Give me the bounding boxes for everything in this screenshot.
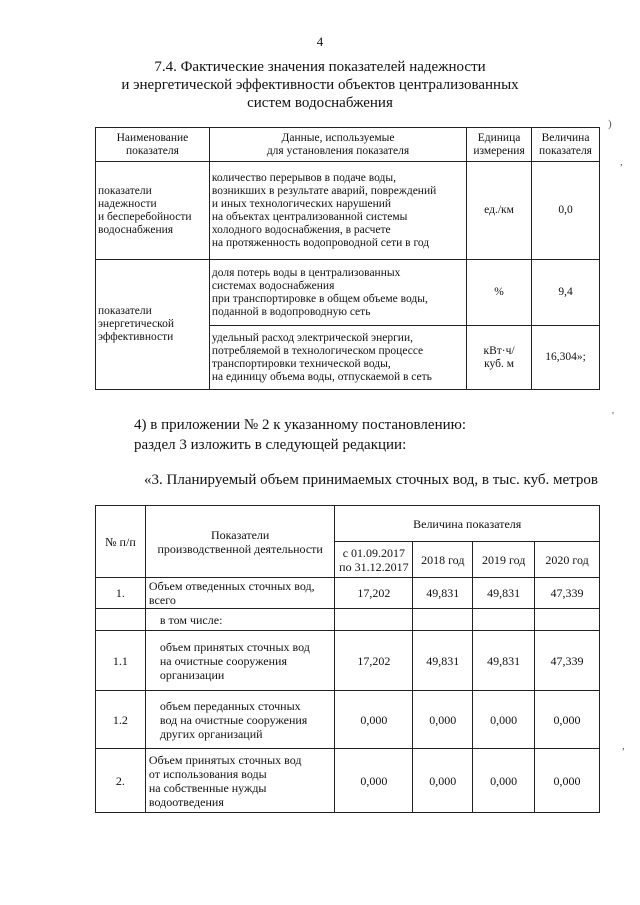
row-value: 49,831 xyxy=(413,578,473,609)
reliability-data: количество перерывов в подаче воды, возникших в результате аварий, повреждений и иных технологических нарушений на объектах централизованной системы холодного водоснабжения, в расчете на протяженность водопроводной сети в год xyxy=(209,162,466,260)
power-data: удельный расход электрической энергии, потребляемой в технологическом процессе транспортировки технической воды, на единицу объема воды, отпускаемой в сеть xyxy=(209,326,466,390)
row-value: 17,202 xyxy=(335,578,413,609)
scan-mark: , xyxy=(620,156,623,168)
scan-mark: , xyxy=(622,740,625,752)
table-row xyxy=(96,631,600,691)
table-header-row xyxy=(96,128,600,162)
row-value: 49,831 xyxy=(413,631,473,691)
loss-value: 9,4 xyxy=(532,260,600,326)
section-title-line: и энергетической эффективности объектов централизованных xyxy=(121,77,519,93)
row-value: 0,000 xyxy=(535,691,600,749)
reliability-unit: ед./км xyxy=(467,162,532,260)
row-value: 0,000 xyxy=(535,749,600,813)
energy-name: показатели энергетической эффективности xyxy=(96,260,210,390)
reliability-value: 0,0 xyxy=(532,162,600,260)
indicators-table xyxy=(95,127,600,390)
row-name: объем принятых сточных вод на очистные сооружения организации xyxy=(145,631,335,691)
row-value: 47,339 xyxy=(535,578,600,609)
scan-mark: ' xyxy=(612,410,614,422)
row-num: 2. xyxy=(96,749,146,813)
row-value: 0,000 xyxy=(473,691,535,749)
row-value xyxy=(473,609,535,631)
table-header-row xyxy=(96,506,600,542)
section-title xyxy=(90,58,550,112)
page-number: 4 xyxy=(316,34,324,49)
header-data: Данные, используемые для установления показателя xyxy=(209,128,466,162)
section-title-line: 7.4. Фактические значения показателей надежности xyxy=(154,59,486,75)
row-name: объем переданных сточных вод на очистные сооружения других организаций xyxy=(145,691,335,749)
table-row xyxy=(96,162,600,260)
header-period: 2020 год xyxy=(535,542,600,578)
header-period: 2019 год xyxy=(473,542,535,578)
row-value: 17,202 xyxy=(335,631,413,691)
row-value xyxy=(335,609,413,631)
header-name: Наименование показателя xyxy=(96,128,210,162)
table-row xyxy=(96,260,600,326)
row-name: Объем отведенных сточных вод, всего xyxy=(145,578,335,609)
loss-data: доля потерь воды в централизованных системах водоснабжения при транспортировке в общем объеме воды, поданной в водопроводную сеть xyxy=(209,260,466,326)
row-value: 47,339 xyxy=(535,631,600,691)
section-heading: «3. Планируемый объем принимаемых сточных вод, в тыс. куб. метров xyxy=(144,472,598,488)
power-unit: кВт·ч/ куб. м xyxy=(467,326,532,390)
row-num: 1.2 xyxy=(96,691,146,749)
section-title-line: систем водоснабжения xyxy=(247,95,393,111)
header-indicator: Показатели производственной деятельности xyxy=(145,506,335,578)
row-value: 0,000 xyxy=(335,691,413,749)
power-value: 16,304»; xyxy=(532,326,600,390)
scan-mark: ) xyxy=(608,118,612,130)
paragraph-line: раздел 3 изложить в следующей редакции: xyxy=(134,437,407,453)
header-num: № п/п xyxy=(96,506,146,578)
row-value: 49,831 xyxy=(473,631,535,691)
row-value xyxy=(535,609,600,631)
row-name: в том числе: xyxy=(145,609,335,631)
row-num: 1. xyxy=(96,578,146,609)
header-value: Величина показателя xyxy=(532,128,600,162)
table-row xyxy=(96,609,600,631)
loss-unit: % xyxy=(467,260,532,326)
row-value xyxy=(413,609,473,631)
wastewater-table xyxy=(95,505,600,813)
header-unit: Единица измерения xyxy=(467,128,532,162)
header-period: с 01.09.2017 по 31.12.2017 xyxy=(335,542,413,578)
row-name: Объем принятых сточных вод от использования воды на собственные нужды водоотведения xyxy=(145,749,335,813)
paragraph-line: 4) в приложении № 2 к указанному постановлению: xyxy=(134,417,466,433)
table-row xyxy=(96,691,600,749)
header-period: 2018 год xyxy=(413,542,473,578)
reliability-name: показатели надежности и бесперебойности водоснабжения xyxy=(96,162,210,260)
row-value: 0,000 xyxy=(335,749,413,813)
header-value-group: Величина показателя xyxy=(335,506,600,542)
row-value: 0,000 xyxy=(473,749,535,813)
row-value: 0,000 xyxy=(413,749,473,813)
table-row xyxy=(96,749,600,813)
row-value: 0,000 xyxy=(413,691,473,749)
table-row xyxy=(96,578,600,609)
row-num xyxy=(96,609,146,631)
row-num: 1.1 xyxy=(96,631,146,691)
row-value: 49,831 xyxy=(473,578,535,609)
